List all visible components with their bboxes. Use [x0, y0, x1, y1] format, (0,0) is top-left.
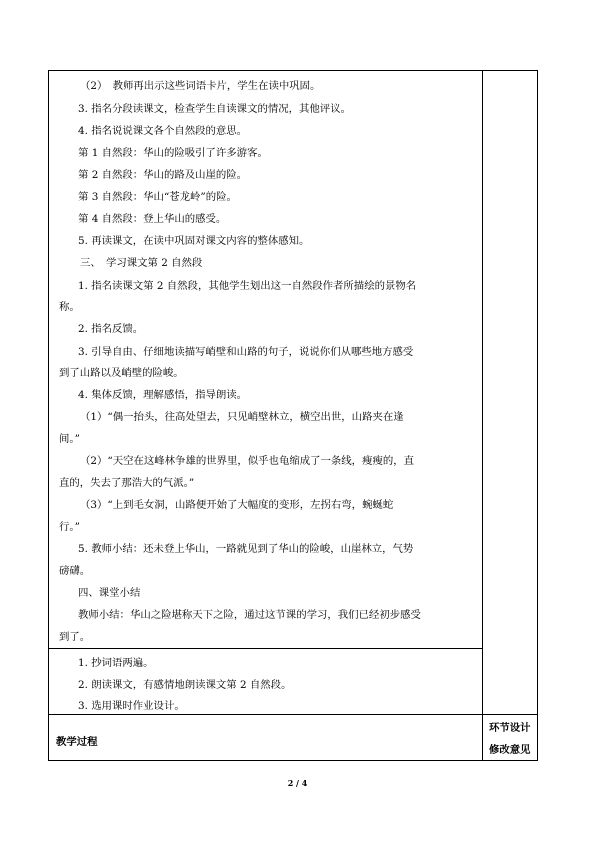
text-line: 间。” [59, 433, 80, 445]
text-line: 第 1 自然段：华山的险吸引了许多游客。 [78, 147, 268, 159]
text-line: 5. 教师小结：还未登上华山，一路就见到了华山的险峻，山崖林立，气势 [78, 543, 414, 555]
text-line: 4. 指名说说课文各个自然段的意思。 [78, 125, 248, 137]
homework-bottom-border [49, 714, 537, 715]
right-column-divider [482, 71, 483, 760]
section-heading: 三、 学习课文第 2 自然段 [80, 257, 203, 269]
text-line: 到了山路以及峭壁的险峻。 [59, 367, 184, 379]
homework-item: 2. 朗读课文，有感情地朗读课文第 2 自然段。 [78, 679, 292, 691]
content-bottom-border [49, 648, 482, 649]
text-line: 3. 引导自由、仔细地读描写峭壁和山路的句子，说说你们从哪些地方感受 [78, 346, 414, 358]
text-line: （2） 教师再出示这些词语卡片，学生在读中巩固。 [80, 80, 321, 92]
text-line: 5. 再读课文，在读中巩固对课文内容的整体感知。 [78, 235, 310, 247]
text-line: 教师小结：华山之险堪称天下之险，通过这节课的学习，我们已经初步感受 [78, 609, 421, 621]
text-line: 2. 指名反馈。 [78, 323, 144, 335]
section-design-label: 环节设计 [489, 722, 531, 734]
text-line: 行。” [59, 521, 80, 533]
homework-item: 1. 抄词语两遍。 [78, 657, 154, 669]
text-line: 3. 指名分段读课文，检查学生自读课文的情况，其他评议。 [78, 103, 351, 115]
text-line: 称。 [59, 301, 80, 313]
text-line: （2）“天空在这峰林争雄的世界里，似乎也龟缩成了一条线，瘦瘦的，直 [80, 455, 415, 467]
text-line: （1）“偶一抬头，往高处望去，只见峭壁林立，横空出世，山路夹在逢 [80, 411, 404, 423]
text-line: 第 4 自然段：登上华山的感受。 [78, 213, 227, 225]
text-line: 第 3 自然段：华山“苍龙岭”的险。 [78, 191, 237, 203]
text-line: 第 2 自然段：华山的路及山崖的险。 [78, 169, 248, 181]
text-line: 到了。 [59, 631, 91, 643]
revision-opinion-label: 修改意见 [489, 744, 531, 756]
page-number: 2 / 4 [287, 778, 308, 788]
text-line: 直的，失去了那浩大的气派。” [59, 477, 195, 489]
homework-item: 3. 选用课时作业设计。 [78, 700, 185, 712]
text-line: 4. 集体反馈，理解感悟，指导朗读。 [78, 389, 248, 401]
text-line: 1. 指名读课文第 2 自然段，其他学生划出这一自然段作者所描绘的景物名 [78, 280, 417, 292]
section-heading: 四、课堂小结 [78, 587, 141, 599]
text-line: （3）“上到毛女洞，山路便开始了大幅度的变形，左拐右弯，蜿蜒蛇 [80, 499, 394, 511]
teaching-process-label: 教学过程 [56, 736, 98, 748]
text-line: 磅礴。 [59, 565, 91, 577]
